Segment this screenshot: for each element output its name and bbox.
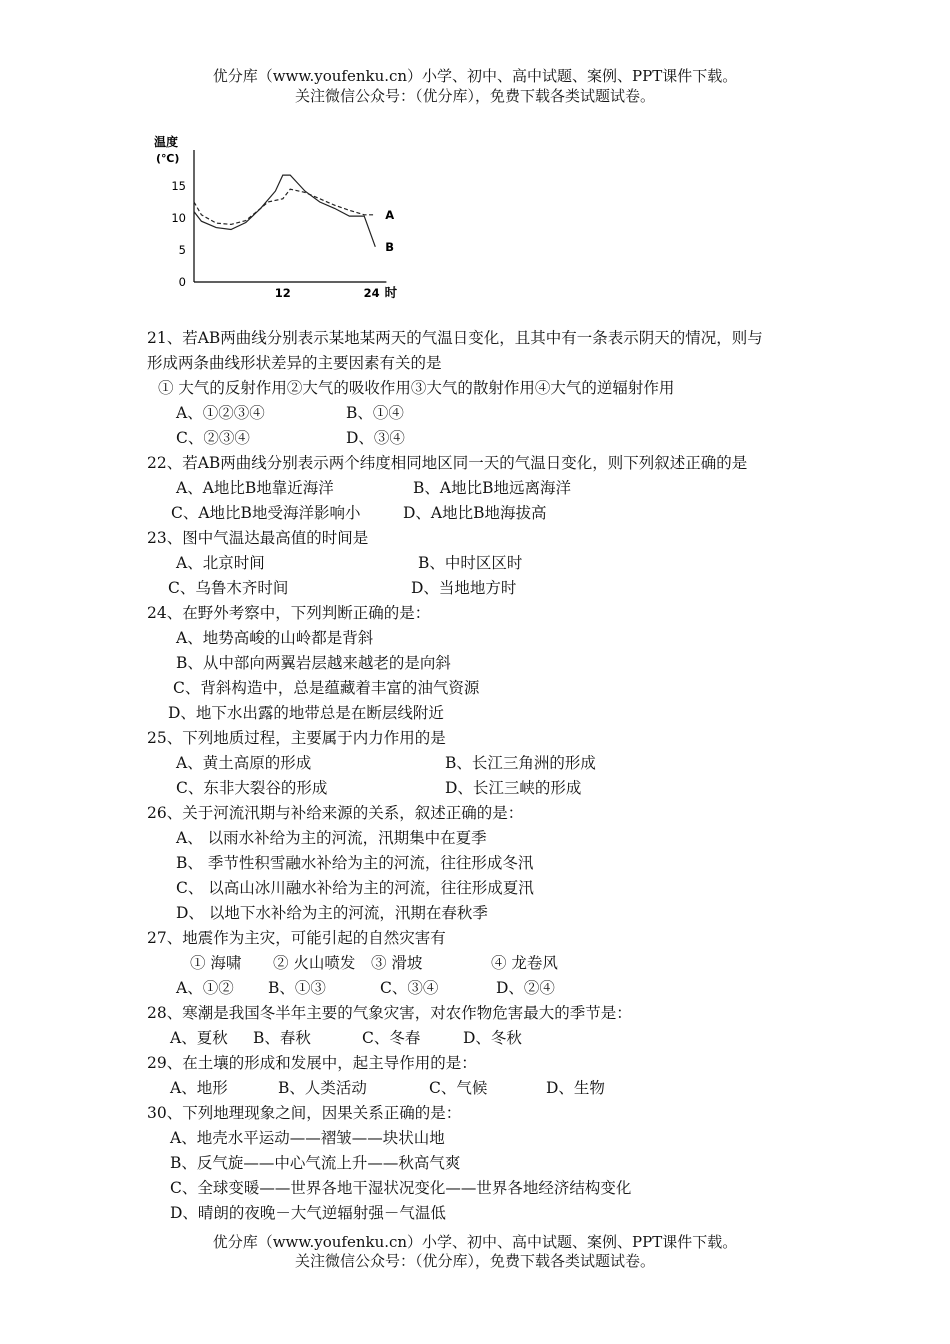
series-label-b: B [385,239,395,254]
y-tick-label: 5 [178,243,186,257]
series-label-a: A [385,207,395,222]
q21-option-a[interactable]: A、①②③④ [176,404,265,422]
q28-stem: 28、寒潮是我国冬半年主要的气象灾害，对农作物危害最大的季节是： [147,1004,632,1022]
q23-option-d[interactable]: D、当地地方时 [411,579,517,597]
q24-option-d[interactable]: D、地下水出露的地带总是在断层线附近 [168,704,444,722]
q23-option-b[interactable]: B、中时区区时 [418,554,523,572]
q24-option-a[interactable]: A、地势高峻的山岭都是背斜 [176,629,374,647]
q29-stem: 29、在土壤的形成和发展中，起主导作用的是： [147,1054,477,1072]
q22-option-d[interactable]: D、A地比B地海拔高 [403,504,547,522]
q26-option-a[interactable]: A、 以雨水补给为主的河流，汛期集中在夏季 [176,829,487,847]
x-tick-label: 12 [274,286,291,300]
x-axis-unit: 时 [384,285,398,300]
q27-option-a[interactable]: A、①② [176,979,234,997]
q27-item-4: ④ 龙卷风 [491,954,558,972]
q22-option-c[interactable]: C、A地比B地受海洋影响小 [171,504,361,522]
header-line-1: 优分库（www.youfenku.cn）小学、初中、高中试题、案例、PPT课件下载。 [212,67,738,85]
q27-option-d[interactable]: D、②④ [496,979,555,997]
footer-line-1: 优分库（www.youfenku.cn）小学、初中、高中试题、案例、PPT课件下载。 [212,1233,738,1251]
q27-option-c[interactable]: C、③④ [380,979,439,997]
q30-option-d[interactable]: D、晴朗的夜晚－大气逆辐射强－气温低 [170,1204,446,1222]
q25-option-d[interactable]: D、长江三峡的形成 [445,779,582,797]
q21-option-c[interactable]: C、②③④ [176,429,250,447]
q21-option-d[interactable]: D、③④ [346,429,405,447]
temperature-chart [148,132,418,307]
q28-option-a[interactable]: A、夏秋 [170,1029,228,1047]
q27-item-2: ② 火山喷发 [273,954,356,972]
q28-option-c[interactable]: C、冬春 [362,1029,421,1047]
q29-option-b[interactable]: B、人类活动 [278,1079,367,1097]
q25-option-b[interactable]: B、长江三角洲的形成 [445,754,596,772]
q21-option-b[interactable]: B、①④ [346,404,404,422]
q21-stem-2: 形成两条曲线形状差异的主要因素有关的是 [147,354,442,372]
series-line-b [194,175,375,247]
q21-stem-1: 21、若AB两曲线分别表示某地某两天的气温日变化，且其中有一条表示阴天的情况，则与 [147,329,763,347]
q29-option-c[interactable]: C、气候 [429,1079,488,1097]
q26-option-b[interactable]: B、 季节性积雪融水补给为主的河流，往往形成冬汛 [176,854,534,872]
q22-option-b[interactable]: B、A地比B地远离海洋 [413,479,571,497]
q23-option-c[interactable]: C、乌鲁木齐时间 [168,579,289,597]
q28-option-b[interactable]: B、春秋 [253,1029,311,1047]
y-tick-label: 15 [171,179,186,193]
q24-stem: 24、在野外考察中，下列判断正确的是： [147,604,431,622]
q30-stem: 30、下列地理现象之间，因果关系正确的是： [147,1104,462,1122]
q29-option-d[interactable]: D、生物 [546,1079,605,1097]
q24-option-b[interactable]: B、从中部向两翼岩层越来越老的是向斜 [176,654,451,672]
footer-line-2: 关注微信公众号：（优分库），免费下载各类试题试卷。 [294,1252,655,1270]
header-line-2: 关注微信公众号：（优分库），免费下载各类试题试卷。 [294,87,655,105]
q25-stem: 25、下列地质过程，主要属于内力作用的是 [147,729,446,747]
q21-items: ① 大气的反射作用②大气的吸收作用③大气的散射作用④大气的逆辐射作用 [158,379,675,397]
q30-option-b[interactable]: B、反气旋——中心气流上升——秋高气爽 [170,1154,461,1172]
q30-option-c[interactable]: C、全球变暖——世界各地干湿状况变化——世界各地经济结构变化 [170,1179,632,1197]
q26-option-d[interactable]: D、 以地下水补给为主的河流，汛期在春秋季 [176,904,488,922]
q25-option-a[interactable]: A、黄土高原的形成 [176,754,312,772]
q26-stem: 26、关于河流汛期与补给来源的关系，叙述正确的是： [147,804,524,822]
q30-option-a[interactable]: A、地壳水平运动——褶皱——块状山地 [170,1129,445,1147]
q27-item-1: ① 海啸 [190,954,242,972]
q22-stem: 22、若AB两曲线分别表示两个纬度相同地区同一天的气温日变化，则下列叙述正确的是 [147,454,748,472]
q28-option-d[interactable]: D、冬秋 [463,1029,522,1047]
y-tick-label: 10 [171,211,186,225]
q23-option-a[interactable]: A、北京时间 [176,554,265,572]
x-tick-label: 24 [363,286,380,300]
q22-option-a[interactable]: A、A地比B地靠近海洋 [176,479,334,497]
y-axis-unit: (℃) [156,152,180,165]
q29-option-a[interactable]: A、地形 [170,1079,228,1097]
q26-option-c[interactable]: C、 以高山冰川融水补给为主的河流，往往形成夏汛 [176,879,534,897]
q27-item-3: ③ 滑坡 [371,954,423,972]
q23-stem: 23、图中气温达最高值的时间是 [147,529,369,547]
y-axis-title: 温度 [154,135,179,149]
y-tick-label: 0 [178,275,186,289]
q27-stem: 27、地震作为主灾，可能引起的自然灾害有 [147,929,446,947]
series-line-a [194,189,375,224]
q27-option-b[interactable]: B、①③ [268,979,326,997]
q25-option-c[interactable]: C、东非大裂谷的形成 [176,779,328,797]
q24-option-c[interactable]: C、背斜构造中，总是蕴藏着丰富的油气资源 [173,679,480,697]
